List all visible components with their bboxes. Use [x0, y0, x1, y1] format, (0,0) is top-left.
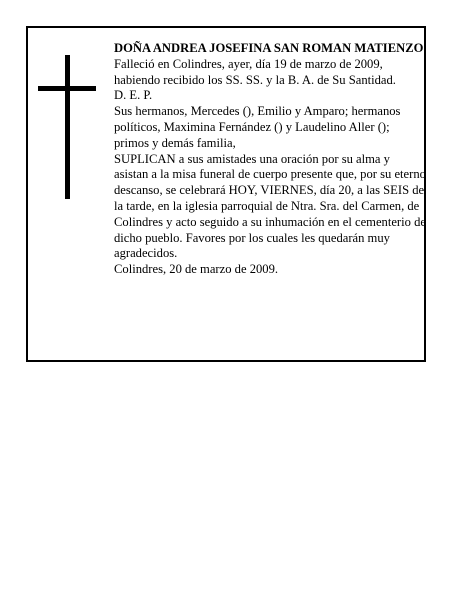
- family-list: Sus hermanos, Mercedes (), Emilio y Amparo; hermanos políticos, Maximina Fernández () y Laudelino Aller (); primos y demás familia,: [114, 104, 401, 150]
- obituary-notice: [26, 26, 426, 362]
- notice-text: [114, 41, 426, 278]
- cross-icon: [38, 55, 96, 199]
- cross-vertical-bar: [65, 55, 70, 199]
- deceased-name: DOÑA ANDREA JOSEFINA SAN ROMAN MATIENZO: [114, 41, 424, 55]
- place-date: Colindres, 20 de marzo de 2009.: [114, 262, 279, 277]
- cross-horizontal-bar: [38, 86, 96, 91]
- funeral-request: SUPLICAN a sus amistades una oración por su alma y asistan a la misa funeral de cuerpo presente que, por su eterno descanso, se celebrará HOY, VIERNES, día 20, a las SEIS de la tarde, en la iglesia parroquial de Ntra. Sra. del Carmen, de Colindres y acto seguido a su inhumación en el cementerio de dicho pueblo. Favores por los cuales les quedarán muy agradecidos.: [114, 151, 426, 261]
- rip-line: D. E. P.: [114, 88, 153, 103]
- death-statement: Falleció en Colindres, ayer, día 19 de marzo de 2009, habiendo recibido los SS. SS. y la B. A. de Su Santidad.: [114, 56, 396, 87]
